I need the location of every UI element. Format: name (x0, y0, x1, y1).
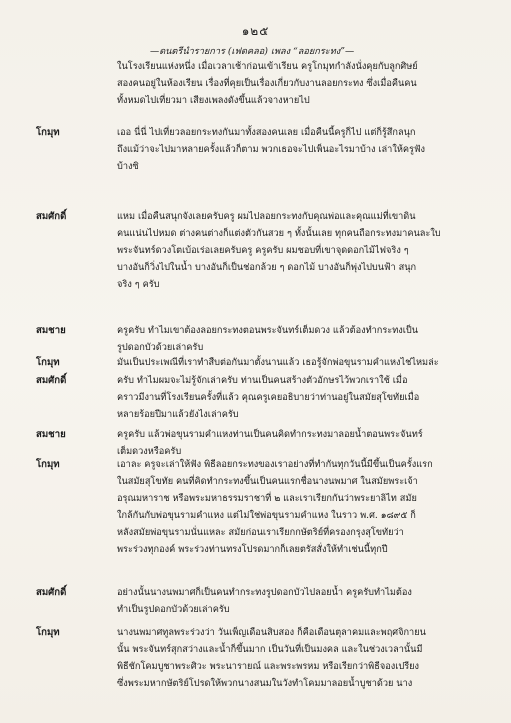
dialogue-line: ทำเป็นรูปดอกบัวด้วยเล่าครับ (117, 603, 230, 615)
page-number: ๑๒๕ (241, 24, 270, 38)
speaker-name: โกมุท (36, 459, 60, 470)
dialogue-line: รูปดอกบัวด้วยเล่าครับ (117, 341, 204, 353)
dialogue-line: สองคนอยู่ในห้องเรียน เรื่องที่คุยเป็นเรื่องเกี่ยวกับงานลอยกระทง ซึ่งเมื่อคืนคน (117, 77, 417, 89)
speaker-name: โกมุท (36, 127, 60, 138)
dialogue-line: หลังสมัยพ่อขุนรามนั่นแหละ สมัยก่อนเราเรียกกษัตริย์ที่ครองกรุงสุโขทัยว่า (117, 526, 404, 538)
dialogue-line: อรุณมหาราช หรือพระมหาธรรมราชาที่ ๒ และเราเรียกกันว่าพระยาลิไท สมัย (117, 492, 417, 504)
dialogue-line: แหม เมื่อคืนสนุกจังเลยครับครู ผมไปลอยกระทงกับคุณพ่อและคุณแม่ที่เขาดิน (117, 211, 416, 222)
dialogue-line: พิธีชักโคมบูชาพระศิวะ พระนารายณ์ และพระพรหม หรือเรียกว่าพิธีจองเปรียง (117, 660, 419, 672)
dialogue-line: พระร่วงทุกองค์ พระร่วงท่านทรงโปรดมากก็เลยตรัสสั่งให้ทำเช่นนี้ทุกปี (117, 543, 388, 555)
speaker-name: สมศักดิ์ (36, 587, 67, 598)
dialogue-line: นางนพมาศทูลพระร่วงว่า วันเพ็ญเดือนสิบสอง ก็คือเดือนตุลาคมและพฤศจิกายน (117, 627, 426, 638)
dialogue-line: ทั้งหมดไปเที่ยวมา เสียงเพลงดังขึ้นแล้วจางหายไป (117, 94, 310, 106)
dialogue-line: เออ นี่นี่ ไปเที่ยวลอยกระทงกันมาทั้งสองคนเลย เมื่อคืนนี้ครูก็ไป แต่ก็รู้สึกลนุก (117, 127, 416, 138)
dialogue-line: บ้างซิ (117, 160, 139, 172)
dialogue-line: ครูครับ ทำไมเขาต้องลอยกระทงตอนพระจันทร์เต็มดวง แล้วต้องทำกระทงเป็น (117, 325, 419, 336)
dialogue-line: อย่างนั้นนางนพมาศก็เป็นคนทำกระทงรูปดอกบัวไปลอยน้ำ ครูครับทำไมต้อง (117, 587, 412, 598)
dialogue-line: ถึงแม้ว่าจะไปมาหลายครั้งแล้วก็ตาม พวกเธอจะไปเพ็นอะไรมาบ้าง เล่าให้ครูฟัง (117, 143, 425, 155)
dialogue-line: คนแน่นไปหมด ต่างคนต่างก็แต่งตัวกันสวย ๆ ทั้งนั้นเลย ทุกคนถือกระทงมาคนละใบ (117, 227, 441, 239)
dialogue-line: บางอันก็วิ่งไปในน้ำ บางอันก็เป็นช่อกล้วย ๆ ดอกไม้ บางอันก็พุ่งไปบนฟ้า สนุก (117, 261, 417, 273)
dialogue-line: ในสมัยสุโขทัย คนที่คิดทำกระทงขึ้นเป็นคนแรกชื่อนางนพมาศ ในสมัยพระเจ้า (117, 475, 418, 487)
dialogue-line: หลายร้อยปีมาแล้วยังไงเล่าครับ (117, 408, 239, 420)
dialogue-line: จริง ๆ ครับ (117, 278, 160, 290)
dialogue-line: นั้น พระจันทร์สุกสว่างและน้ำก็ขึ้นมาก เป็นวันที่เป็นมงคล และในช่วงเวลานั้นมี (117, 643, 423, 655)
speaker-name: สมชาย (36, 325, 66, 336)
dialogue-line: ซึ่งพระมหากษัตริย์โปรดให้พวกนางสนมในวังทำโคมมาลอยน้ำบูชาด้วย นาง (117, 677, 413, 689)
dialogue-line: เอาละ ครูจะเล่าให้ฟัง พิธีลอยกระทงของเราอย่างที่ทำกันทุกวันนี้มีขึ้นเป็นครั้งแรก (117, 459, 433, 470)
dialogue-line: ครับ ทำไมผมจะไม่รู้จักเล่าครับ ท่านเป็นคนสร้างตัวอักษรไว้พวกเราใช้ เมื่อ (117, 375, 408, 386)
speaker-name: โกมุท (36, 357, 60, 368)
dialogue-line: เต็มดวงหรือครับ (117, 445, 182, 457)
speaker-name: สมชาย (36, 429, 66, 440)
dialogue-line: คราวมีงานที่โรงเรียนครั้งที่แล้ว คุณครูเคยอธิบายว่าท่านอยู่ในสมัยสุโขทัยเมื่อ (117, 391, 420, 403)
dialogue-line: มันเป็นประเพณีที่เราทำสืบต่อกันมาตั้งนานแล้ว เธอรู้จักพ่อขุนรามคำแหงไช่ไหมล่ะ (117, 357, 439, 368)
dialogue-line: ใกล้กันกับพ่อขุนรามคำแหง แต่ไม่ใช่พ่อขุนรามคำแหง ในราว พ.ศ. ๑๘๙๕ ก็ (117, 509, 416, 521)
dialogue-line: พระจันทร์ดวงโตเบ้อเร่อเลยครับครู ครูครับ ผมชอบที่เขาจุดดอกไม้ไฟจริง ๆ (117, 244, 409, 256)
scene-header: —ดนตรีนำรายการ (เฟดคลอ) เพลง “ลอยกระทง”— (150, 46, 355, 57)
speaker-name: โกมุท (36, 627, 60, 638)
speaker-name: สมศักดิ์ (36, 375, 67, 386)
dialogue-line: ครูครับ แล้วพ่อขุนรามคำแหงท่านเป็นคนคิดทำกระทงมาลอยน้ำตอนพระจันทร์ (117, 429, 423, 440)
speaker-name: สมศักดิ์ (36, 211, 67, 222)
dialogue-line: ในโรงเรียนแห่งหนึ่ง เมื่อเวลาเช้าก่อนเข้าเรียน ครูโกมุทกำลังนั่งคุยกับลูกศิษย์ (117, 61, 418, 72)
